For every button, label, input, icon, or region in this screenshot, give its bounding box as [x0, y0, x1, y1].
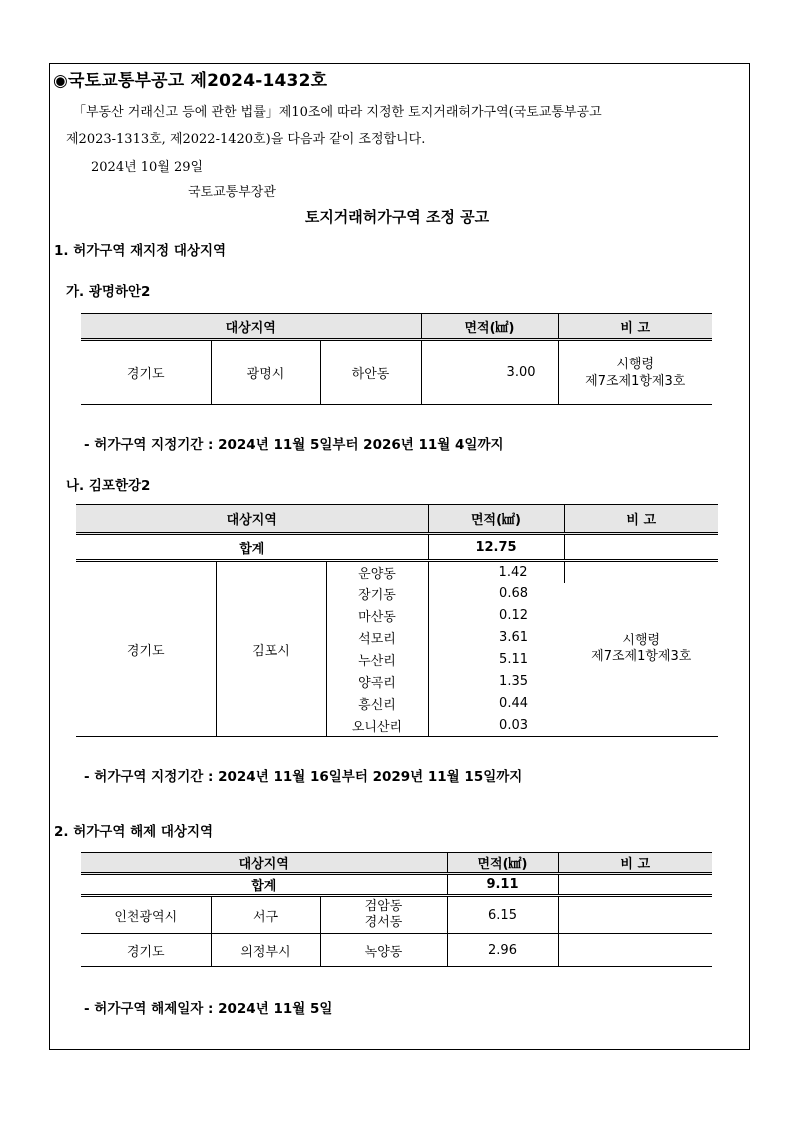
note-line-1: 시행령 — [616, 356, 655, 372]
cell-dong: 오니산리 — [326, 715, 428, 737]
cell-city: 서구 — [211, 896, 320, 934]
cell-dong: 녹양동 — [320, 934, 447, 967]
header-region: 대상지역 — [81, 853, 447, 874]
note-line-2: 제7조제1항제3호 — [585, 373, 686, 389]
section-1a-period: - 허가구역 지정기간 : 2024년 11월 5일부터 2026년 11월 4일까지 — [84, 437, 504, 453]
section-1b-period: - 허가구역 지정기간 : 2024년 11월 16일부터 2029년 11월 15일까지 — [84, 769, 523, 785]
header-region: 대상지역 — [81, 314, 421, 340]
cell-note — [558, 934, 712, 967]
cell-note — [558, 340, 712, 405]
cell-area: 1.35 — [499, 674, 528, 689]
cell-dong: 흥신리 — [326, 693, 428, 715]
cell-province: 경기도 — [76, 561, 216, 737]
notice-issuer: 국토교통부장관 — [188, 185, 276, 200]
header-area: 면적(㎢) — [447, 853, 558, 874]
section-2-period: - 허가구역 해제일자 : 2024년 11월 5일 — [84, 1001, 333, 1017]
cell-dong: 누산리 — [326, 649, 428, 671]
header-note: 비 고 — [564, 505, 718, 534]
section-2-heading: 2. 허가구역 해제 대상지역 — [54, 824, 214, 840]
notice-body-line-2: 제2023-1313호, 제2022-1420호)을 다음과 같이 조정합니다. — [66, 132, 426, 147]
note-line-1: 시행령 — [622, 633, 661, 648]
cell-area: 0.68 — [499, 586, 528, 601]
total-area: 12.75 — [428, 534, 564, 561]
cell-area: 6.15 — [447, 896, 558, 934]
document-title: 토지거래허가구역 조정 공고 — [304, 208, 490, 226]
total-label: 합계 — [76, 534, 428, 561]
section-1-heading: 1. 허가구역 재지정 대상지역 — [54, 243, 227, 259]
cell-province: 경기도 — [81, 934, 211, 967]
total-area: 9.11 — [447, 874, 558, 896]
cell-province: 경기도 — [81, 340, 211, 405]
header-note: 비 고 — [558, 314, 712, 340]
cell-dong: 하안동 — [320, 340, 421, 405]
total-note — [564, 534, 718, 561]
total-note — [558, 874, 712, 896]
cell-province: 인천광역시 — [81, 896, 211, 934]
notice-date: 2024년 10월 29일 — [91, 160, 204, 175]
notice-body-line-1: 「부동산 거래신고 등에 관한 법률」제10조에 따라 지정한 토지거래허가구역(국토교통부공고 — [73, 105, 602, 120]
dong-line-2: 경서동 — [364, 915, 403, 930]
table-gimpo — [76, 504, 718, 737]
cell-dong: 양곡리 — [326, 671, 428, 693]
cell-area: 1.42 — [428, 561, 564, 583]
dong-line-1: 검암동 — [364, 899, 403, 914]
header-area: 면적(㎢) — [428, 505, 564, 534]
total-label: 합계 — [81, 874, 447, 896]
cell-dong — [320, 896, 447, 934]
cell-note — [564, 561, 718, 737]
cell-dong: 석모리 — [326, 627, 428, 649]
cell-area: 5.11 — [499, 652, 528, 667]
section-1b-heading: 나. 김포한강2 — [66, 478, 151, 494]
cell-note — [558, 896, 712, 934]
cell-dong: 운양동 — [326, 561, 428, 583]
cell-area: 0.03 — [428, 715, 564, 737]
table-gwangmyeong — [81, 313, 712, 405]
section-1a-heading: 가. 광명하안2 — [66, 284, 151, 300]
cell-city: 광명시 — [211, 340, 320, 405]
header-area: 면적(㎢) — [421, 314, 558, 340]
header-region: 대상지역 — [76, 505, 428, 534]
cell-dong: 마산동 — [326, 605, 428, 627]
note-line-2: 제7조제1항제3호 — [591, 649, 692, 664]
cell-area: 2.96 — [447, 934, 558, 967]
table-release — [81, 852, 712, 967]
notice-number: ◉국토교통부공고 제2024-1432호 — [53, 71, 328, 91]
cell-dong: 장기동 — [326, 583, 428, 605]
cell-city: 의정부시 — [211, 934, 320, 967]
cell-area: 0.12 — [499, 608, 528, 623]
header-note: 비 고 — [558, 853, 712, 874]
cell-area: 3.61 — [499, 630, 528, 645]
cell-area: 0.44 — [499, 696, 528, 711]
cell-city: 김포시 — [216, 561, 326, 737]
cell-area: 3.00 — [421, 340, 558, 405]
